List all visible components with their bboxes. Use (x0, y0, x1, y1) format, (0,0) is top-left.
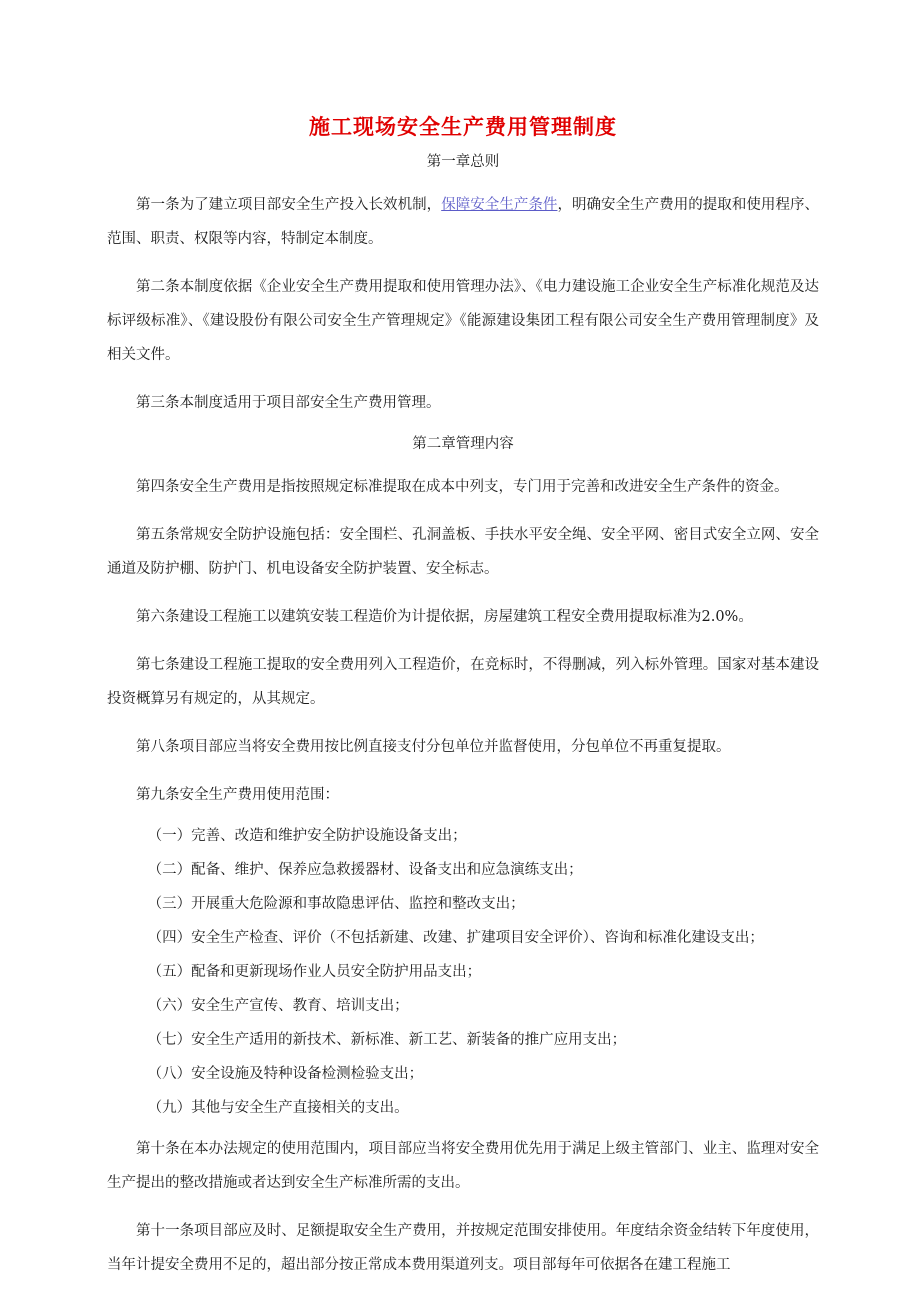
safety-conditions-link[interactable]: 保障安全生产条件 (441, 197, 558, 213)
article-3: 第三条本制度适用于项目部安全生产费用管理。 (136, 395, 441, 411)
list-item: （六）安全生产宣传、教育、培训支出； (147, 998, 409, 1014)
list-item: （五）配备和更新现场作业人员安全防护用品支出； (147, 964, 482, 980)
article-1-text-before: 第一条为了建立项目部安全生产投入长效机制， (136, 197, 442, 213)
list-item: （九）其他与安全生产直接相关的支出。 (147, 1100, 409, 1116)
article-1-text-after: ，明确安全生产费用的提取和使用程序、范围、职责、权限等内容，特制定本制度。 (107, 197, 820, 247)
list-item: （四）安全生产检查、评价（不包括新建、改建、扩建项目安全评价）、咨询和标准化建设支出； (147, 930, 764, 946)
list-item: （八）安全设施及特种设备检测检验支出； (147, 1066, 424, 1082)
document-page (107, 112, 819, 1296)
article-11: 第十一条项目部应及时、足额提取安全生产费用，并按规定范围安排使用。年度结余资金结转下年度使用，当年计提安全费用不足的，超出部分按正常成本费用渠道列支。项目部每年可依据各在建工程施工 (107, 1223, 819, 1273)
chapter-heading-1: 第一章总则 (426, 154, 500, 170)
list-item: （二）配备、维护、保养应急救援器材、设备支出和应急演练支出； (147, 862, 583, 878)
list-item: （七）安全生产适用的新技术、新标准、新工艺、新装备的推广应用支出； (147, 1032, 627, 1048)
article-9: 第九条安全生产费用使用范围： (136, 787, 339, 803)
article-7: 第七条建设工程施工提取的安全费用列入工程造价，在竞标时，不得删减，列入标外管理。国家对基本建设投资概算另有规定的，从其规定。 (107, 657, 819, 707)
article-5: 第五条常规安全防护设施包括：安全围栏、孔洞盖板、手扶水平安全绳、安全平网、密目式安全立网、安全通道及防护棚、防护门、机电设备安全防护装置、安全标志。 (107, 527, 819, 577)
document-title: 施工现场安全生产费用管理制度 (309, 115, 617, 139)
article-8: 第八条项目部应当将安全费用按比例直接支付分包单位并监督使用，分包单位不再重复提取。 (136, 739, 731, 755)
chapter-heading-2: 第二章管理内容 (412, 436, 514, 452)
list-item: （一）完善、改造和维护安全防护设施设备支出； (147, 828, 467, 844)
list-item: （三）开展重大危险源和事故隐患评估、监控和整改支出； (147, 896, 525, 912)
article-2: 第二条本制度依据《企业安全生产费用提取和使用管理办法》、《电力建设施工企业安全生产标准化规范及达标评级标准》、《建设股份有限公司安全生产管理规定》《能源建设集团工程有限公司安全生产费用管理制度》及相关文件。 (107, 279, 819, 363)
article-6: 第六条建设工程施工以建筑安装工程造价为计提依据，房屋建筑工程安全费用提取标准为2.0%。 (136, 609, 753, 625)
article-4: 第四条安全生产费用是指按照规定标准提取在成本中列支，专门用于完善和改进安全生产条件的资金。 (136, 479, 789, 495)
article-10: 第十条在本办法规定的使用范围内，项目部应当将安全费用优先用于满足上级主管部门、业主、监理对安全生产提出的整改措施或者达到安全生产标准所需的支出。 (107, 1141, 819, 1191)
article-1 (107, 188, 819, 256)
